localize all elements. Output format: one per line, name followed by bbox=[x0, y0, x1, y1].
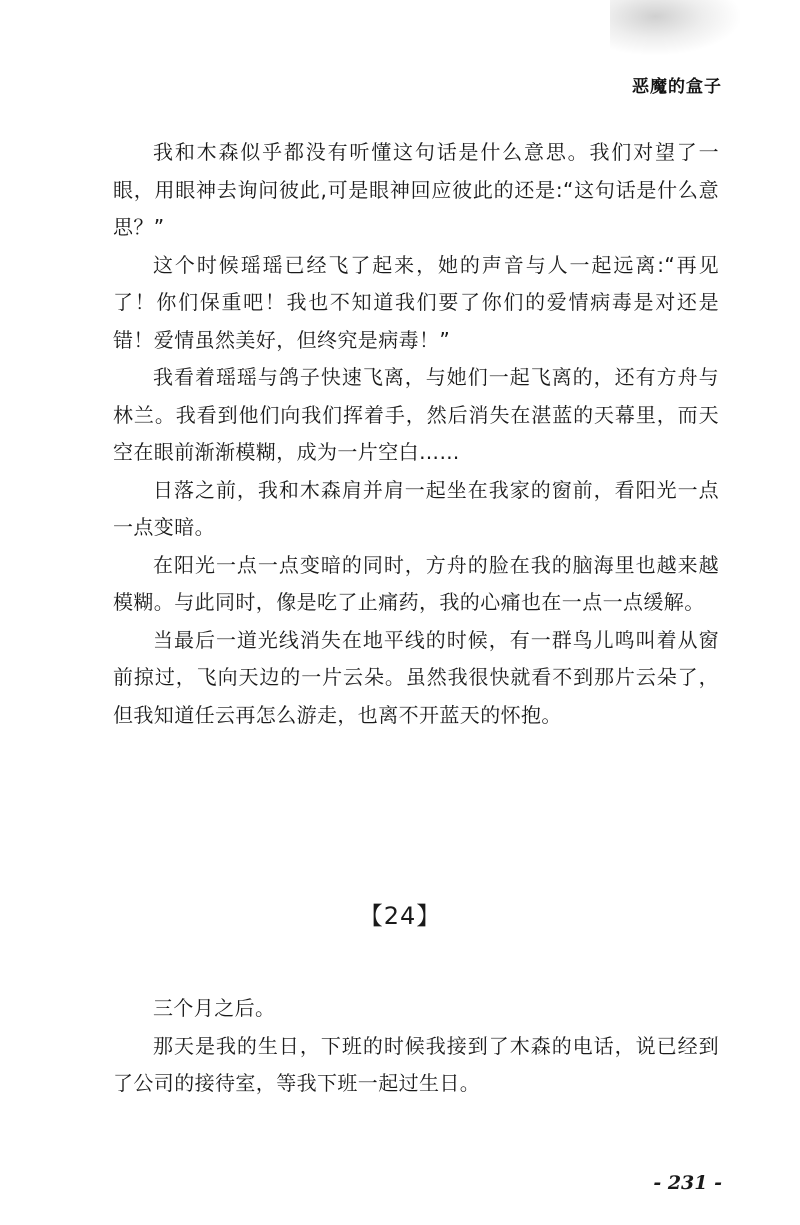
paragraph: 我看着瑶瑶与鸽子快速飞离，与她们一起飞离的，还有方舟与林兰。我看到他们向我们挥着手，然后消失在湛蓝的天幕里，而天空在眼前渐渐模糊，成为一片空白…… bbox=[113, 365, 719, 464]
paragraph: 这个时候瑶瑶已经飞了起来，她的声音与人一起远离:“再见了！你们保重吧！我也不知道我们要了你们的爱情病毒是对还是错！爱情虽然美好，但终究是病毒！” bbox=[113, 252, 719, 352]
paragraph: 那天是我的生日，下班的时候我接到了木森的电话，说已经到了公司的接待室，等我下班一起过生日。 bbox=[113, 1033, 719, 1095]
scan-smudge bbox=[610, 0, 740, 55]
paragraph: 三个月之后。 bbox=[153, 996, 276, 1020]
running-head-title: 恶魔的盒子 bbox=[632, 77, 722, 97]
paragraph: 在阳光一点一点变暗的同时，方舟的脸在我的脑海里也越来越模糊。与此同时，像是吃了止痛药，我的心痛也在一点一点缓解。 bbox=[113, 552, 719, 614]
paragraph: 当最后一道光线消失在地平线的时候，有一群鸟儿鸣叫着从窗前掠过，飞向天边的一片云朵。虽然我很快就看不到那片云朵了，但我知道任云再怎么游走，也离不开蓝天的怀抱。 bbox=[113, 627, 719, 727]
paragraph: 日落之前，我和木森肩并肩一起坐在我家的窗前，看阳光一点一点变暗。 bbox=[113, 477, 719, 539]
body-text bbox=[113, 134, 719, 734]
chapter-heading: 【24】 bbox=[358, 902, 442, 930]
chapter-body-text bbox=[113, 990, 719, 1103]
paragraph: 我和木森似乎都没有听懂这句话是什么意思。我们对望了一眼，用眼神去询问彼此,可是眼神回应彼此的还是:“这句话是什么意思？” bbox=[113, 140, 719, 239]
page-number: - 231 - bbox=[653, 1172, 722, 1194]
